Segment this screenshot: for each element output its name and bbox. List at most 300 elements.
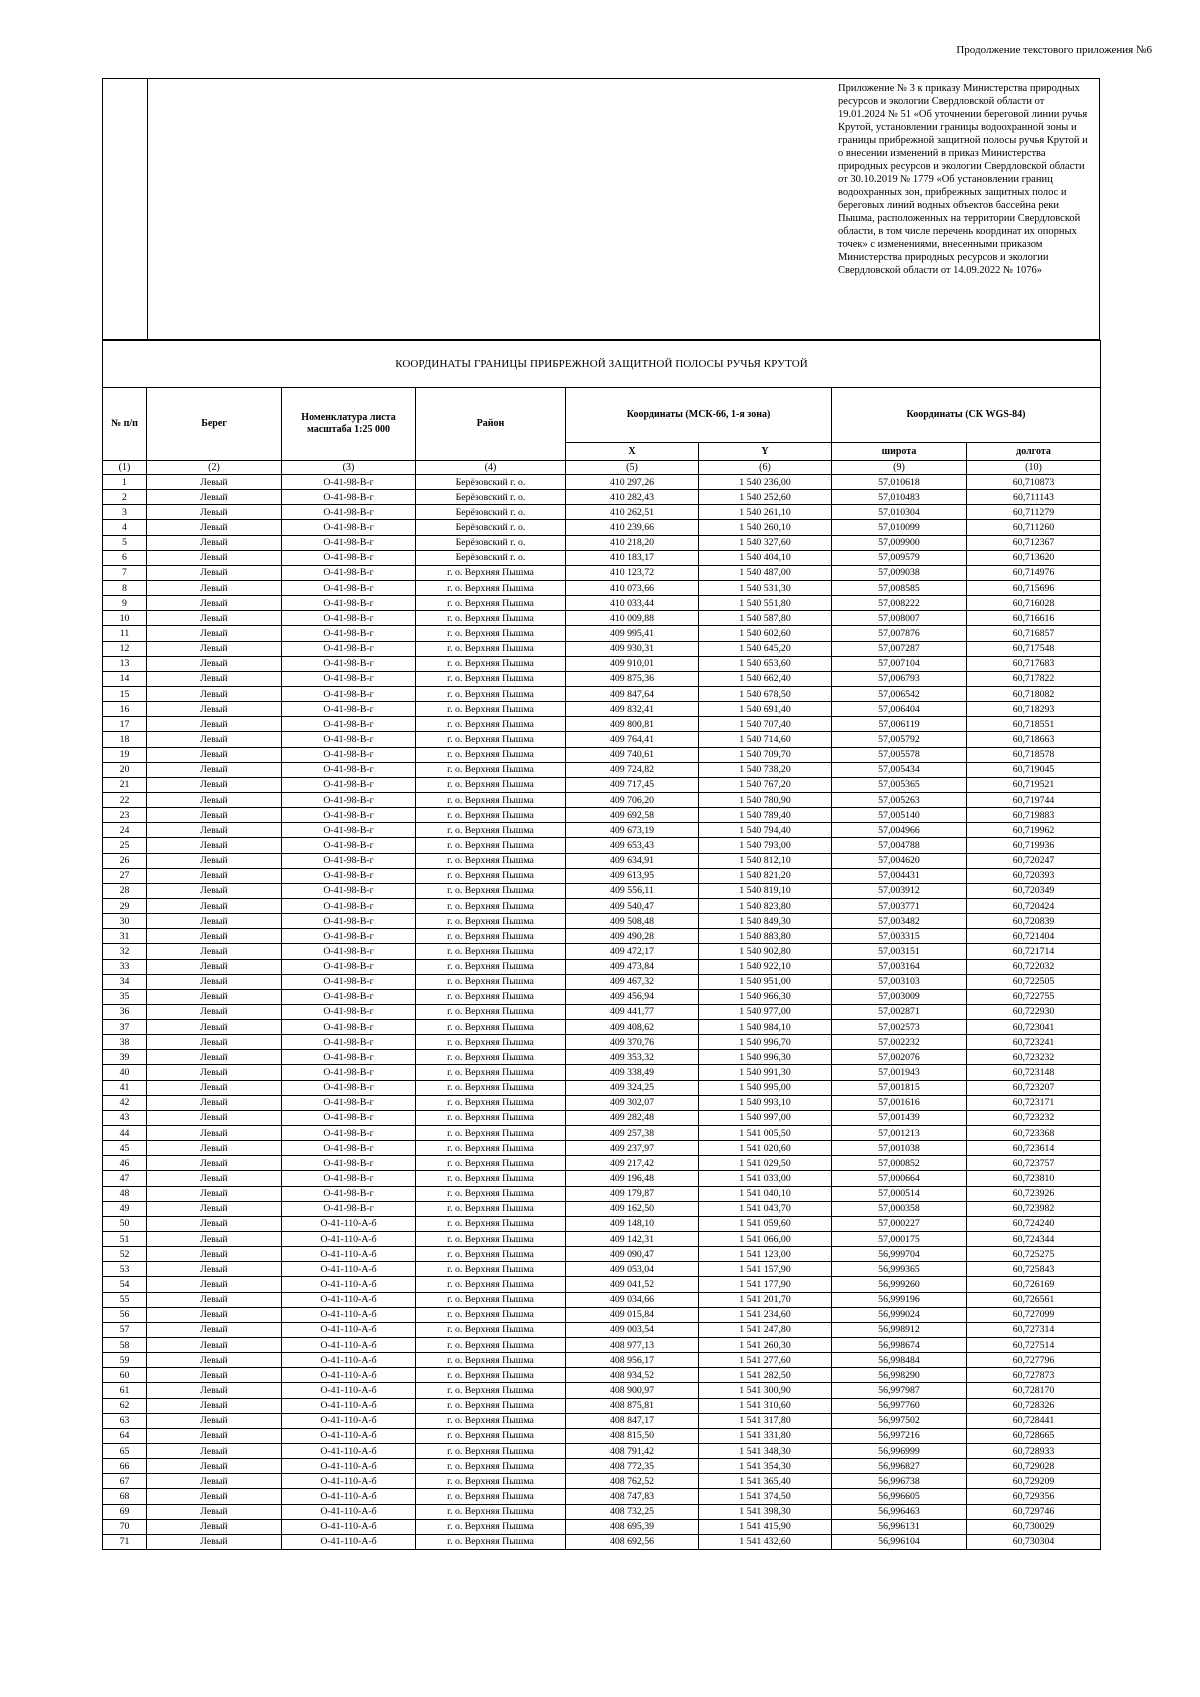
cell-sheet: О-41-98-В-г — [282, 823, 416, 838]
cell-lat: 56,998674 — [832, 1338, 967, 1353]
cell-sheet: О-41-98-В-г — [282, 883, 416, 898]
cell-sheet: О-41-110-А-б — [282, 1383, 416, 1398]
cell-lon: 60,718578 — [967, 747, 1101, 762]
cell-x: 409 508,48 — [566, 914, 699, 929]
cell-bank: Левый — [147, 762, 282, 777]
cell-lon: 60,729356 — [967, 1489, 1101, 1504]
cell-district: г. о. Верхняя Пышма — [416, 717, 566, 732]
cell-lon: 60,711260 — [967, 520, 1101, 535]
cell-y: 1 540 951,00 — [699, 974, 832, 989]
cell-sheet: О-41-98-В-г — [282, 671, 416, 686]
cell-bank: Левый — [147, 1292, 282, 1307]
cell-y: 1 540 902,80 — [699, 944, 832, 959]
cell-bank: Левый — [147, 565, 282, 580]
cell-y: 1 541 300,90 — [699, 1383, 832, 1398]
cell-lat: 57,010304 — [832, 505, 967, 520]
cell-sheet: О-41-98-В-г — [282, 974, 416, 989]
cell-sheet: О-41-98-В-г — [282, 868, 416, 883]
cell-sheet: О-41-98-В-г — [282, 596, 416, 611]
cell-lon: 60,723982 — [967, 1201, 1101, 1216]
table-row — [103, 611, 1101, 626]
cell-bank: Левый — [147, 1398, 282, 1413]
cell-lon: 60,723232 — [967, 1110, 1101, 1125]
cell-bank: Левый — [147, 1004, 282, 1019]
cell-y: 1 541 234,60 — [699, 1307, 832, 1322]
cell-num: 11 — [103, 626, 147, 641]
cell-x: 409 717,45 — [566, 777, 699, 792]
cell-lat: 56,996999 — [832, 1444, 967, 1459]
cell-bank: Левый — [147, 777, 282, 792]
cell-y: 1 540 707,40 — [699, 717, 832, 732]
cell-bank: Левый — [147, 1126, 282, 1141]
cell-bank: Левый — [147, 853, 282, 868]
cell-bank: Левый — [147, 1413, 282, 1428]
cell-lon: 60,719936 — [967, 838, 1101, 853]
cell-district: г. о. Верхняя Пышма — [416, 1444, 566, 1459]
col-number: (1) — [103, 461, 147, 475]
cell-num: 37 — [103, 1020, 147, 1035]
table-row — [103, 580, 1101, 595]
cell-lon: 60,717548 — [967, 641, 1101, 656]
cell-lat: 57,004620 — [832, 853, 967, 868]
cell-lon: 60,716616 — [967, 611, 1101, 626]
cell-sheet: О-41-98-В-г — [282, 702, 416, 717]
col-number: (5) — [566, 461, 699, 475]
header-msk: Координаты (МСК-66, 1-я зона) — [566, 388, 832, 443]
col-number: (9) — [832, 461, 967, 475]
cell-district: г. о. Верхняя Пышма — [416, 656, 566, 671]
cell-lon: 60,723207 — [967, 1080, 1101, 1095]
cell-sheet: О-41-98-В-г — [282, 959, 416, 974]
cell-y: 1 540 849,30 — [699, 914, 832, 929]
cell-lon: 60,719521 — [967, 777, 1101, 792]
cell-sheet: О-41-98-В-г — [282, 611, 416, 626]
cell-sheet: О-41-98-В-г — [282, 1156, 416, 1171]
table-row — [103, 1413, 1101, 1428]
cell-y: 1 541 043,70 — [699, 1201, 832, 1216]
cell-sheet: О-41-98-В-г — [282, 838, 416, 853]
table-row — [103, 1292, 1101, 1307]
table-row — [103, 1171, 1101, 1186]
cell-y: 1 541 123,00 — [699, 1247, 832, 1262]
cell-y: 1 540 991,30 — [699, 1065, 832, 1080]
cell-y: 1 540 531,30 — [699, 580, 832, 595]
cell-lat: 57,003315 — [832, 929, 967, 944]
cell-bank: Левый — [147, 1156, 282, 1171]
cell-num: 28 — [103, 883, 147, 898]
cell-y: 1 541 432,60 — [699, 1534, 832, 1549]
table-row — [103, 520, 1101, 535]
cell-bank: Левый — [147, 1534, 282, 1549]
cell-lat: 56,998912 — [832, 1322, 967, 1337]
cell-bank: Левый — [147, 656, 282, 671]
cell-lat: 57,006119 — [832, 717, 967, 732]
cell-district: г. о. Верхняя Пышма — [416, 1110, 566, 1125]
cell-num: 47 — [103, 1171, 147, 1186]
cell-y: 1 540 551,80 — [699, 596, 832, 611]
cell-x: 409 930,31 — [566, 641, 699, 656]
cell-district: г. о. Верхняя Пышма — [416, 671, 566, 686]
cell-y: 1 540 691,40 — [699, 702, 832, 717]
cell-num: 58 — [103, 1338, 147, 1353]
cell-sheet: О-41-98-В-г — [282, 686, 416, 701]
cell-lon: 60,724344 — [967, 1232, 1101, 1247]
cell-lon: 60,710873 — [967, 475, 1101, 490]
cell-district: г. о. Верхняя Пышма — [416, 1035, 566, 1050]
cell-num: 35 — [103, 989, 147, 1004]
cell-lat: 57,000664 — [832, 1171, 967, 1186]
cell-num: 5 — [103, 535, 147, 550]
cell-num: 30 — [103, 914, 147, 929]
cell-y: 1 540 767,20 — [699, 777, 832, 792]
cell-y: 1 540 794,40 — [699, 823, 832, 838]
cell-x: 408 791,42 — [566, 1444, 699, 1459]
cell-sheet: О-41-98-В-г — [282, 747, 416, 762]
cell-lat: 57,007876 — [832, 626, 967, 641]
cell-y: 1 541 029,50 — [699, 1156, 832, 1171]
cell-district: г. о. Верхняя Пышма — [416, 1322, 566, 1337]
cell-lat: 56,997502 — [832, 1413, 967, 1428]
cell-num: 71 — [103, 1534, 147, 1549]
col-number: (4) — [416, 461, 566, 475]
cell-bank: Левый — [147, 959, 282, 974]
cell-lon: 60,726561 — [967, 1292, 1101, 1307]
appendix-header-box — [102, 78, 1100, 340]
table-row — [103, 1141, 1101, 1156]
cell-num: 29 — [103, 898, 147, 913]
cell-lat: 57,007287 — [832, 641, 967, 656]
cell-y: 1 540 883,80 — [699, 929, 832, 944]
cell-sheet: О-41-98-В-г — [282, 565, 416, 580]
cell-lon: 60,722505 — [967, 974, 1101, 989]
cell-bank: Левый — [147, 1216, 282, 1231]
cell-lon: 60,723232 — [967, 1050, 1101, 1065]
cell-bank: Левый — [147, 1050, 282, 1065]
cell-lat: 57,003771 — [832, 898, 967, 913]
cell-lon: 60,729746 — [967, 1504, 1101, 1519]
table-row — [103, 974, 1101, 989]
cell-lat: 57,009900 — [832, 535, 967, 550]
cell-bank: Левый — [147, 1277, 282, 1292]
cell-sheet: О-41-98-В-г — [282, 1110, 416, 1125]
cell-y: 1 541 020,60 — [699, 1141, 832, 1156]
cell-num: 66 — [103, 1459, 147, 1474]
cell-bank: Левый — [147, 1459, 282, 1474]
table-row — [103, 1534, 1101, 1549]
cell-lat: 56,997760 — [832, 1398, 967, 1413]
cell-sheet: О-41-98-В-г — [282, 1141, 416, 1156]
cell-lat: 56,996605 — [832, 1489, 967, 1504]
cell-num: 34 — [103, 974, 147, 989]
cell-lon: 60,728441 — [967, 1413, 1101, 1428]
cell-lat: 57,001038 — [832, 1141, 967, 1156]
cell-bank: Левый — [147, 1504, 282, 1519]
cell-bank: Левый — [147, 1232, 282, 1247]
cell-x: 409 764,41 — [566, 732, 699, 747]
cell-sheet: О-41-98-В-г — [282, 1201, 416, 1216]
cell-district: Берёзовский г. о. — [416, 505, 566, 520]
cell-bank: Левый — [147, 1428, 282, 1443]
table-row — [103, 823, 1101, 838]
cell-bank: Левый — [147, 868, 282, 883]
cell-district: г. о. Верхняя Пышма — [416, 611, 566, 626]
cell-y: 1 540 714,60 — [699, 732, 832, 747]
cell-num: 24 — [103, 823, 147, 838]
cell-district: г. о. Верхняя Пышма — [416, 914, 566, 929]
cell-sheet: О-41-98-В-г — [282, 1065, 416, 1080]
cell-lat: 57,000852 — [832, 1156, 967, 1171]
cell-lat: 57,005434 — [832, 762, 967, 777]
cell-lon: 60,728665 — [967, 1428, 1101, 1443]
cell-lon: 60,723368 — [967, 1126, 1101, 1141]
cell-sheet: О-41-110-А-б — [282, 1504, 416, 1519]
cell-lon: 60,717683 — [967, 656, 1101, 671]
cell-lat: 57,009038 — [832, 565, 967, 580]
appendix-note: Приложение № 3 к приказу Министерства природных ресурсов и экологии Свердловской области от 19.01.2024 № 51 «Об уточнении береговой линии ручья Крутой, установлении границы водоохранной зоны и границы прибрежной защитной полосы ручья Крутой и о внесении изменений в приказ Министерства природных ресурсов и экологии Свердловской области от 30.10.2019 № 1779 «Об установлении границ водоохранных зон, прибрежных защитных полос и береговых линий водных объектов бассейна реки Пышма, расположенных на территории Свердловской области, в том числе перечень координат их опорных точек» с изменениями, внесенными приказом Министерства природных ресурсов и экологии Свердловской области от 14.09.2022 № 1076» — [838, 83, 1088, 276]
cell-bank: Левый — [147, 1035, 282, 1050]
cell-x: 408 977,13 — [566, 1338, 699, 1353]
cell-y: 1 541 365,40 — [699, 1474, 832, 1489]
table-row — [103, 535, 1101, 550]
cell-sheet: О-41-98-В-г — [282, 626, 416, 641]
cell-district: г. о. Верхняя Пышма — [416, 989, 566, 1004]
cell-num: 62 — [103, 1398, 147, 1413]
cell-lon: 60,721714 — [967, 944, 1101, 959]
table-row — [103, 1050, 1101, 1065]
cell-lat: 57,003151 — [832, 944, 967, 959]
cell-sheet: О-41-98-В-г — [282, 520, 416, 535]
table-row — [103, 853, 1101, 868]
cell-x: 410 218,20 — [566, 535, 699, 550]
cell-lon: 60,729028 — [967, 1459, 1101, 1474]
cell-lat: 57,004788 — [832, 838, 967, 853]
cell-x: 410 033,44 — [566, 596, 699, 611]
cell-lat: 57,006404 — [832, 702, 967, 717]
cell-x: 409 015,84 — [566, 1307, 699, 1322]
cell-y: 1 540 678,50 — [699, 686, 832, 701]
table-row — [103, 792, 1101, 807]
cell-bank: Левый — [147, 914, 282, 929]
cell-bank: Левый — [147, 747, 282, 762]
cell-bank: Левый — [147, 535, 282, 550]
cell-district: г. о. Верхняя Пышма — [416, 1262, 566, 1277]
cell-y: 1 540 812,10 — [699, 853, 832, 868]
cell-district: г. о. Верхняя Пышма — [416, 792, 566, 807]
cell-bank: Левый — [147, 1383, 282, 1398]
column-numbers-row — [103, 461, 1101, 475]
cell-bank: Левый — [147, 1141, 282, 1156]
cell-lon: 60,723810 — [967, 1171, 1101, 1186]
table-row — [103, 1216, 1101, 1231]
header-bank: Берег — [147, 388, 282, 461]
cell-lon: 60,720247 — [967, 853, 1101, 868]
cell-num: 32 — [103, 944, 147, 959]
cell-lat: 57,003164 — [832, 959, 967, 974]
cell-num: 39 — [103, 1050, 147, 1065]
cell-lat: 57,001213 — [832, 1126, 967, 1141]
cell-y: 1 541 310,60 — [699, 1398, 832, 1413]
cell-district: г. о. Верхняя Пышма — [416, 1534, 566, 1549]
cell-sheet: О-41-98-В-г — [282, 929, 416, 944]
cell-lat: 57,008585 — [832, 580, 967, 595]
cell-y: 1 540 252,60 — [699, 490, 832, 505]
cell-y: 1 541 398,30 — [699, 1504, 832, 1519]
table-row — [103, 732, 1101, 747]
cell-district: г. о. Верхняя Пышма — [416, 1232, 566, 1247]
cell-bank: Левый — [147, 702, 282, 717]
cell-bank: Левый — [147, 1489, 282, 1504]
cell-x: 409 473,84 — [566, 959, 699, 974]
cell-x: 410 123,72 — [566, 565, 699, 580]
cell-bank: Левый — [147, 1201, 282, 1216]
cell-num: 15 — [103, 686, 147, 701]
cell-y: 1 541 005,50 — [699, 1126, 832, 1141]
cell-x: 408 875,81 — [566, 1398, 699, 1413]
cell-num: 46 — [103, 1156, 147, 1171]
cell-x: 409 090,47 — [566, 1247, 699, 1262]
table-row — [103, 1444, 1101, 1459]
cell-num: 41 — [103, 1080, 147, 1095]
table-row — [103, 868, 1101, 883]
cell-num: 17 — [103, 717, 147, 732]
cell-x: 409 692,58 — [566, 808, 699, 823]
cell-sheet: О-41-110-А-б — [282, 1232, 416, 1247]
cell-num: 57 — [103, 1322, 147, 1337]
cell-num: 13 — [103, 656, 147, 671]
table-row — [103, 1247, 1101, 1262]
cell-num: 65 — [103, 1444, 147, 1459]
cell-lat: 57,008222 — [832, 596, 967, 611]
cell-sheet: О-41-98-В-г — [282, 475, 416, 490]
cell-y: 1 541 040,10 — [699, 1186, 832, 1201]
cell-district: г. о. Верхняя Пышма — [416, 1338, 566, 1353]
cell-bank: Левый — [147, 883, 282, 898]
cell-x: 409 324,25 — [566, 1080, 699, 1095]
cell-lon: 60,722032 — [967, 959, 1101, 974]
cell-num: 40 — [103, 1065, 147, 1080]
coordinates-table — [102, 340, 1101, 1550]
cell-sheet: О-41-98-В-г — [282, 1035, 416, 1050]
cell-bank: Левый — [147, 686, 282, 701]
cell-lat: 56,997987 — [832, 1383, 967, 1398]
cell-y: 1 541 177,90 — [699, 1277, 832, 1292]
cell-lon: 60,716857 — [967, 626, 1101, 641]
cell-lat: 57,010099 — [832, 520, 967, 535]
cell-district: Берёзовский г. о. — [416, 520, 566, 535]
cell-y: 1 541 348,30 — [699, 1444, 832, 1459]
cell-x: 409 148,10 — [566, 1216, 699, 1231]
cell-bank: Левый — [147, 717, 282, 732]
cell-x: 409 217,42 — [566, 1156, 699, 1171]
cell-bank: Левый — [147, 838, 282, 853]
cell-sheet: О-41-98-В-г — [282, 898, 416, 913]
cell-x: 409 053,04 — [566, 1262, 699, 1277]
cell-district: г. о. Верхняя Пышма — [416, 1428, 566, 1443]
cell-x: 409 179,87 — [566, 1186, 699, 1201]
cell-district: г. о. Верхняя Пышма — [416, 1398, 566, 1413]
cell-x: 409 673,19 — [566, 823, 699, 838]
cell-bank: Левый — [147, 475, 282, 490]
cell-district: г. о. Верхняя Пышма — [416, 1201, 566, 1216]
table-row — [103, 747, 1101, 762]
cell-bank: Левый — [147, 1095, 282, 1110]
table-row — [103, 1035, 1101, 1050]
cell-y: 1 540 653,60 — [699, 656, 832, 671]
cell-lon: 60,711143 — [967, 490, 1101, 505]
cell-lat: 57,003009 — [832, 989, 967, 1004]
cell-bank: Левый — [147, 944, 282, 959]
cell-lon: 60,719883 — [967, 808, 1101, 823]
cell-lat: 57,007104 — [832, 656, 967, 671]
cell-x: 408 934,52 — [566, 1368, 699, 1383]
cell-sheet: О-41-110-А-б — [282, 1398, 416, 1413]
cell-y: 1 541 066,00 — [699, 1232, 832, 1247]
cell-y: 1 540 997,00 — [699, 1110, 832, 1125]
cell-lat: 56,998484 — [832, 1353, 967, 1368]
cell-x: 409 441,77 — [566, 1004, 699, 1019]
cell-num: 56 — [103, 1307, 147, 1322]
cell-district: г. о. Верхняя Пышма — [416, 1519, 566, 1534]
table-row — [103, 475, 1101, 490]
cell-x: 409 540,47 — [566, 898, 699, 913]
cell-bank: Левый — [147, 1474, 282, 1489]
cell-sheet: О-41-98-В-г — [282, 1126, 416, 1141]
cell-lat: 56,996463 — [832, 1504, 967, 1519]
cell-lon: 60,716028 — [967, 596, 1101, 611]
table-body — [103, 475, 1101, 1550]
cell-x: 410 239,66 — [566, 520, 699, 535]
table-row — [103, 838, 1101, 853]
table-row — [103, 641, 1101, 656]
cell-x: 409 237,97 — [566, 1141, 699, 1156]
cell-x: 408 956,17 — [566, 1353, 699, 1368]
cell-bank: Левый — [147, 1080, 282, 1095]
cell-district: г. о. Верхняя Пышма — [416, 762, 566, 777]
table-row — [103, 1110, 1101, 1125]
cell-district: г. о. Верхняя Пышма — [416, 929, 566, 944]
cell-sheet: О-41-98-В-г — [282, 656, 416, 671]
cell-district: г. о. Верхняя Пышма — [416, 580, 566, 595]
cell-num: 70 — [103, 1519, 147, 1534]
cell-y: 1 541 317,80 — [699, 1413, 832, 1428]
cell-num: 55 — [103, 1292, 147, 1307]
cell-lon: 60,711279 — [967, 505, 1101, 520]
cell-sheet: О-41-110-А-б — [282, 1534, 416, 1549]
header-lat: широта — [832, 443, 967, 461]
cell-y: 1 540 487,00 — [699, 565, 832, 580]
cell-lat: 57,010618 — [832, 475, 967, 490]
cell-lon: 60,727796 — [967, 1353, 1101, 1368]
cell-y: 1 541 277,60 — [699, 1353, 832, 1368]
cell-x: 409 162,50 — [566, 1201, 699, 1216]
cell-district: г. о. Верхняя Пышма — [416, 1504, 566, 1519]
cell-district: г. о. Верхняя Пышма — [416, 1307, 566, 1322]
cell-bank: Левый — [147, 1307, 282, 1322]
cell-y: 1 540 261,10 — [699, 505, 832, 520]
cell-num: 50 — [103, 1216, 147, 1231]
cell-num: 18 — [103, 732, 147, 747]
cell-sheet: О-41-98-В-г — [282, 580, 416, 595]
cell-lon: 60,720393 — [967, 868, 1101, 883]
cell-sheet: О-41-98-В-г — [282, 808, 416, 823]
cell-x: 409 041,52 — [566, 1277, 699, 1292]
cell-district: г. о. Верхняя Пышма — [416, 1247, 566, 1262]
cell-sheet: О-41-98-В-г — [282, 1050, 416, 1065]
cell-sheet: О-41-98-В-г — [282, 505, 416, 520]
cell-lat: 57,002573 — [832, 1020, 967, 1035]
cell-x: 408 900,97 — [566, 1383, 699, 1398]
cell-bank: Левый — [147, 1262, 282, 1277]
